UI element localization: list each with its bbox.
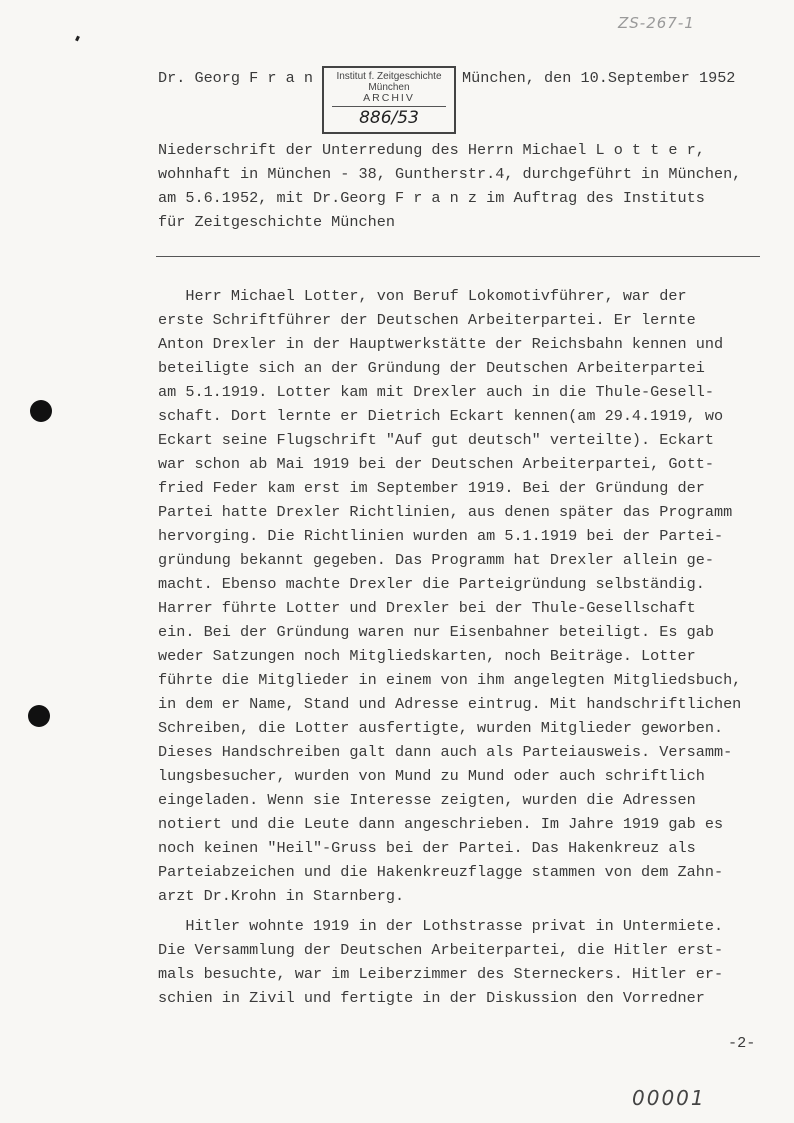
- subject-line: für Zeitgeschichte München: [158, 213, 395, 231]
- subject-line: Niederschrift der Unterredung des Herrn Michael L o t t e r,: [158, 141, 705, 159]
- stamp-divider: [332, 106, 446, 107]
- paragraph1-line: erste Schriftführer der Deutschen Arbeiterpartei. Er lernte: [158, 311, 696, 329]
- paragraph1-line: noch keinen "Heil"-Gruss bei der Partei. Das Hakenkreuz als: [158, 839, 696, 857]
- paragraph1-line: fried Feder kam erst im September 1919. Bei der Gründung der: [158, 479, 705, 497]
- paragraph1-line: Anton Drexler in der Hauptwerkstätte der Reichsbahn kennen und: [158, 335, 724, 353]
- paragraph1-line: notiert und die Leute dann angeschrieben. Im Jahre 1919 gab es: [158, 815, 724, 833]
- paragraph1-line: war schon ab Mai 1919 bei der Deutschen Arbeiterpartei, Gott-: [158, 455, 714, 473]
- subject-block: [158, 138, 741, 234]
- paragraph1-line: weder Satzungen noch Mitgliedskarten, noch Beiträge. Lotter: [158, 647, 696, 665]
- paragraph1-line: Herr Michael Lotter, von Beruf Lokomotivführer, war der: [158, 287, 687, 305]
- horizontal-divider: [156, 256, 760, 257]
- header-place-date: München, den 10.September 1952: [462, 69, 736, 87]
- paragraph1-line: Parteiabzeichen und die Hakenkreuzflagge stammen von dem Zahn-: [158, 863, 724, 881]
- paragraph1-line: in dem er Name, Stand und Adresse eintrug. Mit handschriftlichen: [158, 695, 742, 713]
- stamp-institute: Institut f. Zeitgeschichte: [336, 71, 442, 82]
- paragraph1-line: hervorging. Die Richtlinien wurden am 5.1.1919 bei der Partei-: [158, 527, 724, 545]
- header-author: Dr. Georg F r a n: [158, 69, 313, 87]
- paragraph1-line: Eckart seine Flugschrift "Auf gut deutsch" verteilte). Eckart: [158, 431, 714, 449]
- paragraph1-line: macht. Ebenso machte Drexler die Parteigründung selbständig.: [158, 575, 705, 593]
- paragraph1-line: Schreiben, die Lotter ausfertigte, wurden Mitglieder geworben.: [158, 719, 724, 737]
- paragraph2-line: Hitler wohnte 1919 in der Lothstrasse privat in Untermiete.: [158, 917, 724, 935]
- page-number: -2-: [728, 1034, 756, 1052]
- paragraph1-line: schaft. Dort lernte er Dietrich Eckart kennen(am 29.4.1919, wo: [158, 407, 724, 425]
- stamp-city: München: [368, 82, 410, 93]
- ink-mark: [75, 36, 80, 42]
- paragraph1-line: eingeladen. Wenn sie Interesse zeigten, wurden die Adressen: [158, 791, 696, 809]
- paragraph2-line: Die Versammlung der Deutschen Arbeiterpartei, die Hitler erst-: [158, 941, 724, 959]
- paragraph1-line: arzt Dr.Krohn in Starnberg.: [158, 887, 405, 905]
- handwritten-archive-number: 00001: [632, 1086, 706, 1110]
- paragraph1-line: Harrer führte Lotter und Drexler bei der Thule-Gesellschaft: [158, 599, 696, 617]
- paragraph1-line: gründung bekannt gegeben. Das Programm hat Drexler allein ge-: [158, 551, 714, 569]
- paragraph2-line: mals besuchte, war im Leiberzimmer des Sterneckers. Hitler er-: [158, 965, 724, 983]
- paragraph1-line: führte die Mitglieder in einem von ihm angelegten Mitgliedsbuch,: [158, 671, 742, 689]
- paragraph1-line: am 5.1.1919. Lotter kam mit Drexler auch in die Thule-Gesell-: [158, 383, 714, 401]
- paragraph1-line: lungsbesucher, wurden von Mund zu Mund oder auch schriftlich: [158, 767, 705, 785]
- subject-line: am 5.6.1952, mit Dr.Georg F r a n z im Auftrag des Instituts: [158, 189, 705, 207]
- punch-hole: [28, 705, 50, 727]
- paragraph1-line: Partei hatte Drexler Richtlinien, aus denen später das Programm: [158, 503, 733, 521]
- paragraph2-line: schien in Zivil und fertigte in der Diskussion den Vorredner: [158, 989, 705, 1007]
- paragraph1-line: Dieses Handschreiben galt dann auch als Parteiausweis. Versamm-: [158, 743, 733, 761]
- punch-hole: [30, 400, 52, 422]
- archive-stamp: [322, 66, 456, 134]
- stamp-archive-label: ARCHIV: [363, 92, 415, 104]
- paragraph1-line: beteiligte sich an der Gründung der Deutschen Arbeiterpartei: [158, 359, 705, 377]
- body-text: [158, 284, 741, 1010]
- paragraph1-line: ein. Bei der Gründung waren nur Eisenbahner beteiligt. Es gab: [158, 623, 714, 641]
- handwritten-reference-note: ZS-267-1: [618, 14, 695, 32]
- subject-line: wohnhaft in München - 38, Guntherstr.4, durchgeführt in München,: [158, 165, 742, 183]
- stamp-archive-number: 886/53: [359, 108, 419, 128]
